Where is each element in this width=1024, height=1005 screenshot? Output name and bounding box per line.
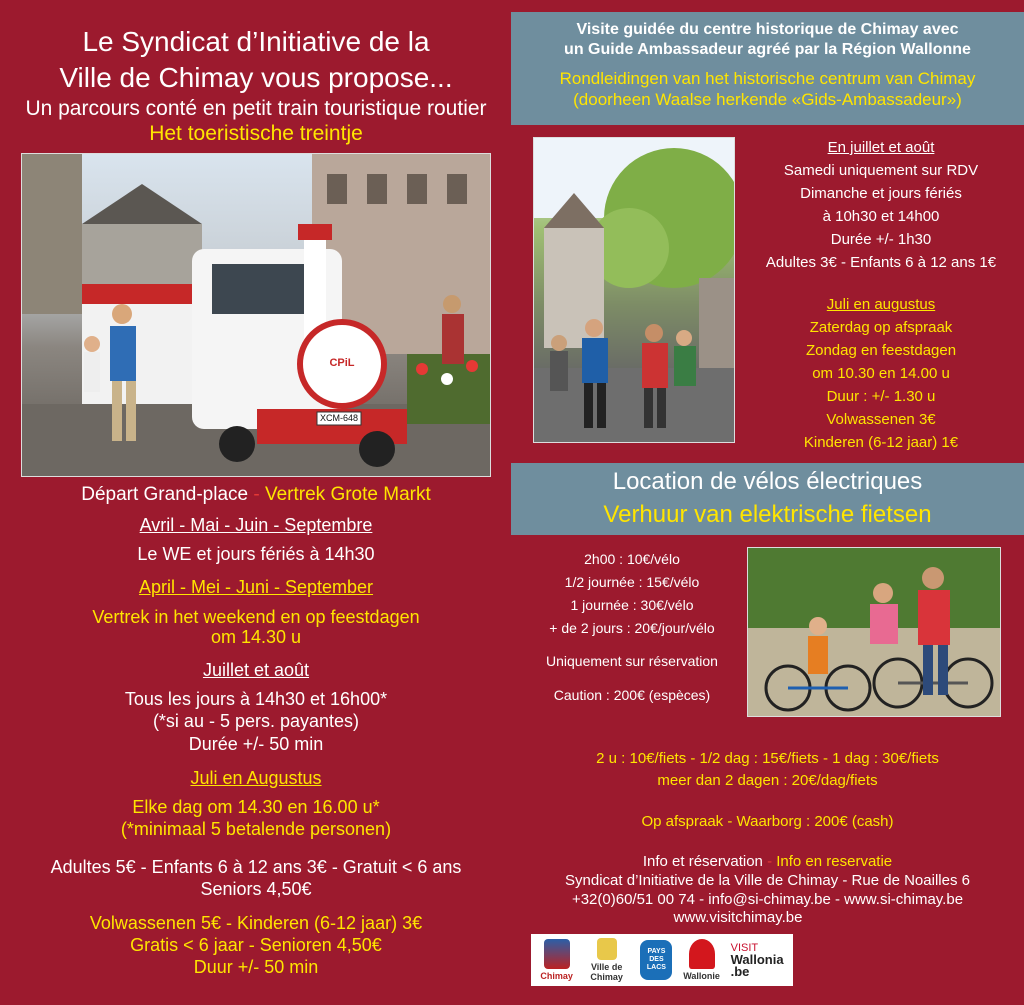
logo-wallonie-label: Wallonie — [683, 971, 720, 981]
logo-visit-wallonia — [731, 942, 784, 978]
bike-illustration — [748, 548, 1001, 717]
guide-nl-line-e: Volwassenen 3€ — [826, 411, 936, 428]
guide-fr-line-a: Samedi uniquement sur RDV — [783, 162, 979, 179]
visit-top: VISIT — [730, 942, 759, 954]
logo-ville — [584, 938, 630, 982]
guide-fr-line-c: à 10h30 et 14h00 — [822, 208, 940, 225]
guided-tour-photo — [533, 137, 735, 443]
guided-tour-title-nl — [511, 68, 1024, 110]
prices-fr-1: Adultes 5€ - Enfants 6 à 12 ans 3€ - Gratuit < 6 ans — [50, 857, 462, 877]
guide-nl-line-1: Rondleidingen van het historische centrum van Chimay — [559, 69, 976, 88]
page-title — [0, 24, 512, 96]
bike-title-nl: Verhuur van elektrische fietsen — [603, 501, 932, 528]
guide-fr-line-b: Dimanche et jours fériés — [800, 185, 962, 202]
summer-nl-wrap — [0, 768, 512, 789]
months-fr-wrap — [0, 515, 512, 536]
months-nl: April - Mei - Juni - September — [138, 577, 374, 597]
summer-fr-wrap — [0, 660, 512, 681]
logo-chimay-label: Chimay — [540, 971, 573, 981]
logo-ville-label: Ville de Chimay — [590, 962, 623, 982]
depart-fr: Départ Grand-place — [81, 484, 249, 505]
train-subtitle: Un parcours conté en petit train touristique routier — [25, 97, 487, 120]
guide-nl-line-d: Duur : +/- 1.30 u — [826, 388, 936, 405]
prices-fr-2: Seniors 4,50€ — [200, 879, 312, 899]
depart-separator: - — [248, 484, 265, 505]
bike-price-1: 2h00 : 10€/vélo — [584, 551, 680, 567]
logo-chimay — [540, 939, 573, 981]
duration-fr: Durée +/- 50 min — [188, 734, 324, 754]
bike-nl-2: meer dan 2 dagen : 20€/dag/fiets — [657, 772, 878, 789]
guide-nl-head-wrap — [740, 293, 1022, 316]
we-nl-2: om 14.30 u — [210, 627, 302, 647]
guide-nl-line-a: Zaterdag op afspraak — [809, 319, 953, 336]
bike-price-4: + de 2 jours : 20€/jour/vélo — [549, 620, 715, 636]
info-label-nl: Info en reservatie — [776, 853, 893, 870]
partner-logos — [531, 934, 793, 986]
guide-nl-line-f: Kinderen (6-12 jaar) 1€ — [803, 434, 959, 451]
summer-nl: Juli en Augustus — [190, 768, 322, 788]
chimay-emblem-icon — [544, 939, 570, 969]
guide-fr-line-2: un Guide Ambassadeur agréé par la Région Wallonne — [564, 41, 971, 58]
pays-des-lacs-badge: PAYS DES LACS — [640, 940, 672, 980]
tour-illustration — [534, 138, 735, 443]
depart-line — [0, 484, 512, 505]
train-illustration — [22, 154, 491, 477]
guide-fr-head-wrap — [740, 136, 1022, 159]
guide-fr-line-d: Durée +/- 1h30 — [830, 231, 932, 248]
guide-nl-head: Juli en augustus — [826, 296, 936, 313]
visit-bot: .be — [730, 964, 750, 979]
train-subtitle-nl: Het toeristische treintje — [149, 122, 363, 145]
info-label-fr: Info et réservation — [642, 853, 763, 870]
train-badge: CPiL — [329, 357, 355, 369]
guide-nl-line-b: Zondag en feestdagen — [805, 342, 957, 359]
bike-price-2: 1/2 journée : 15€/vélo — [564, 574, 700, 590]
daily-fr-1: Tous les jours à 14h30 et 16h00* — [124, 689, 388, 709]
months-fr: Avril - Mai - Juin - Septembre — [139, 515, 373, 535]
train-photo — [21, 153, 491, 477]
visit-mid: Wallonia — [730, 952, 784, 967]
daily-nl-2: (*minimaal 5 betalende personen) — [120, 819, 392, 839]
we-fr: Le WE et jours fériés à 14h30 — [137, 544, 375, 564]
depart-nl: Vertrek Grote Markt — [264, 484, 431, 505]
bike-price-3: 1 journée : 30€/vélo — [570, 597, 694, 613]
duration-nl: Duur +/- 50 min — [193, 957, 319, 977]
train-plate: XCM-648 — [319, 413, 358, 423]
guide-fr-line-e: Adultes 3€ - Enfants 6 à 12 ans 1€ — [765, 254, 997, 271]
months-nl-wrap — [0, 577, 512, 598]
title-line-2: Ville de Chimay vous propose... — [59, 62, 453, 93]
info-web[interactable]: www.visitchimay.be — [673, 909, 803, 926]
info-address: Syndicat d’Initiative de la Ville de Chimay - Rue de Noailles 6 — [565, 872, 970, 889]
info-contact[interactable]: +32(0)60/51 00 74 - info@si-chimay.be - www.si-chimay.be — [571, 891, 964, 908]
prices-nl-2: Gratis < 6 jaar - Senioren 4,50€ — [130, 935, 382, 955]
info-label — [511, 852, 1024, 871]
bike-photo — [747, 547, 1001, 717]
bike-deposit: Caution : 200€ (espèces) — [553, 687, 711, 703]
bike-reservation: Uniquement sur réservation — [546, 653, 718, 669]
daily-nl-1: Elke dag om 14.30 en 16.00 u* — [132, 797, 380, 817]
guide-fr-line-1: Visite guidée du centre historique de Chimay avec — [576, 21, 959, 38]
logo-pays-des-lacs — [640, 940, 672, 980]
bike-title-fr: Location de vélos électriques — [612, 468, 923, 495]
daily-fr-2: (*si au - 5 pers. payantes) — [152, 711, 360, 731]
bike-nl-3: Op afspraak - Waarborg : 200€ (cash) — [641, 813, 894, 830]
logo-wallonie — [683, 939, 720, 981]
ville-emblem-icon — [597, 938, 617, 960]
guide-nl-line-c: om 10.30 en 14.00 u — [812, 365, 950, 382]
we-nl-1: Vertrek in het weekend en op feestdagen — [92, 607, 420, 627]
guide-fr-head: En juillet et août — [827, 139, 935, 156]
info-separator: - — [762, 853, 777, 870]
guide-nl-line-2: (doorheen Waalse herkende «Gids-Ambassadeur») — [573, 90, 962, 109]
guided-tour-title-fr — [511, 20, 1024, 60]
summer-fr: Juillet et août — [202, 660, 310, 680]
bike-nl-1: 2 u : 10€/fiets - 1/2 dag : 15€/fiets - 1 dag : 30€/fiets — [596, 750, 939, 767]
rooster-icon — [689, 939, 715, 969]
prices-nl-1: Volwassenen 5€ - Kinderen (6-12 jaar) 3€ — [89, 913, 423, 933]
title-line-1: Le Syndicat d’Initiative de la — [82, 26, 430, 57]
